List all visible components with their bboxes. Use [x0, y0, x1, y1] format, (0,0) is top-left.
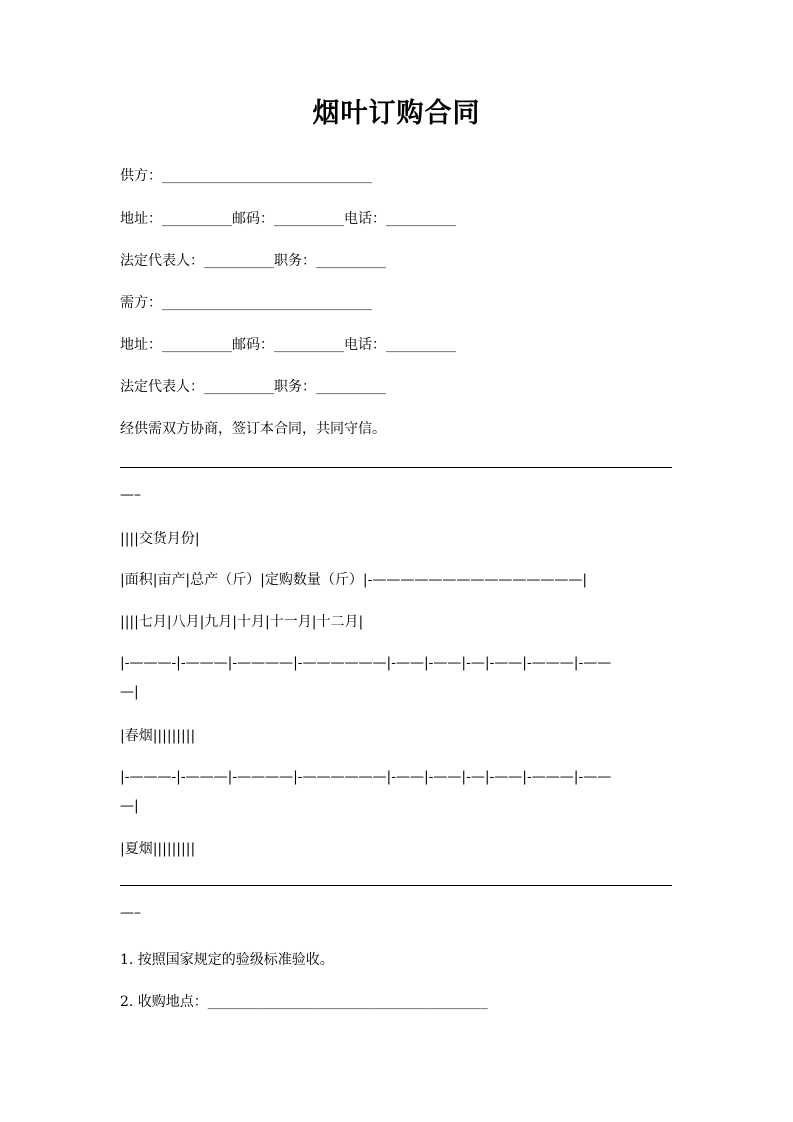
table-header-row-1: ||||交货月份|: [120, 531, 200, 547]
table-separator-1: |-———-|-———|-————|-——————|-——|-——|-—|-——|-———|-——: [120, 655, 612, 671]
table-row-summer-tobacco: |夏烟|||||||||: [120, 841, 196, 857]
agreement-statement: 经供需双方协商，签订本合同，共同守信。: [120, 421, 386, 437]
table-separator-1-tail: —|: [120, 684, 139, 700]
supplier-address-line: 地址：__________邮码：__________电话：__________: [120, 211, 456, 227]
clause-2: 2. 收购地点：________________________________________: [120, 994, 488, 1010]
table-top-rule-tail: —–: [120, 487, 141, 503]
table-separator-2-tail: —|: [120, 798, 139, 814]
supplier-line: 供方：______________________________: [120, 168, 372, 184]
table-separator-2: |-———-|-———|-————|-——————|-——|-——|-—|-——|-———|-——: [120, 769, 612, 785]
table-header-row-2: |面积|亩产|总产（斤）|定购数量（斤）|-———————————————|: [120, 572, 588, 588]
buyer-address-line: 地址：__________邮码：__________电话：__________: [120, 337, 456, 353]
table-months-row: ||||七月|八月|九月|十月|十一月|十二月|: [120, 614, 364, 630]
buyer-representative-line: 法定代表人：__________职务：__________: [120, 379, 386, 395]
document-title: 烟叶订购合同: [312, 98, 481, 129]
buyer-line: 需方：______________________________: [120, 295, 372, 311]
table-bottom-rule-tail: —–: [120, 905, 141, 921]
table-top-rule: [120, 467, 672, 468]
clause-1: 1. 按照国家规定的验级标准验收。: [120, 952, 334, 968]
table-row-spring-tobacco: |春烟|||||||||: [120, 728, 196, 744]
supplier-representative-line: 法定代表人：__________职务：__________: [120, 253, 386, 269]
table-bottom-rule: [120, 885, 672, 886]
